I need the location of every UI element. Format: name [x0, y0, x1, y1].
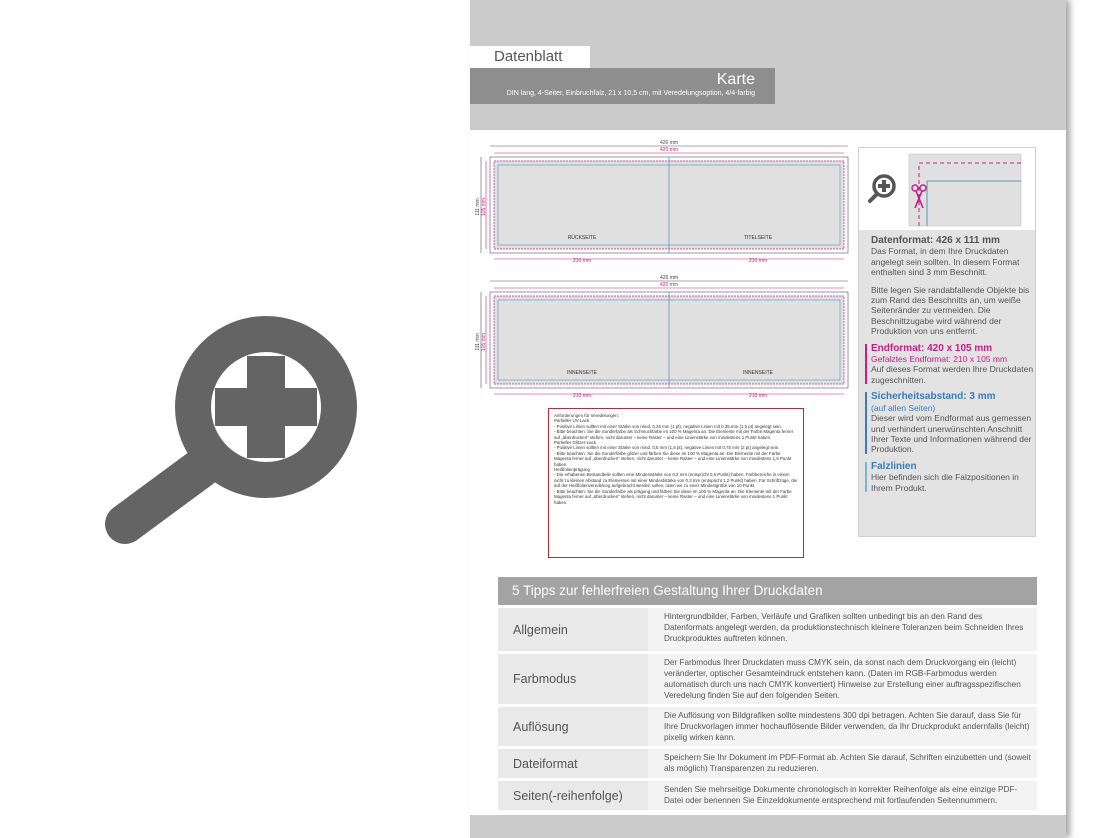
note-line: - Positive Linien sollten mit einer Stärke von mind. 0,5 mm (1,5 pt), negative Linien mit 0,75 mm (2 pt) angelegt sein.: [554, 445, 780, 451]
corner-detail-thumbnail: [859, 148, 1035, 230]
note-line: - Positive Linien sollten mit einer Stärke von mind. 0,25 mm (1 pt), negative Linien mit 0,35 mm (1,5 pt) angelegt sein.: [554, 423, 782, 429]
diagram-top: [475, 140, 848, 264]
dim-total-height: 111 mm: [475, 333, 481, 351]
safety-sub: (auf allen Seiten): [871, 402, 936, 413]
fold-marker: [865, 462, 867, 492]
fold-text: Hier befinden sich die Falzpositionen in Ihrem Produkt.: [871, 472, 1019, 493]
panel-label-title: TITELSEITE: [743, 235, 773, 241]
safety-title: Sicherheitsabstand: 3 mm: [871, 391, 996, 403]
product-subtitle: DIN lang, 4-Seiter, Einbruchfalz, 21 x 10,5 cm, mit Veredelungsoption, 4/4-farbig: [506, 90, 755, 97]
note-line: - Die erhabenen Bestandteile sollten eine Mindeststärke von 0,2 mm (entspricht 0,6 Punkt) haben. Farbbereiche in einem nicht zu kleinen Abstand zu Elementen mit einer Mindeststärke von 0,3 mm (entspricht 1,2 Punkt) haben. Für Schriftzüge, die auf der Heißfolienveredelung aufgebracht werden sollen, raten wir zu einer Mindestgröße von 10 Punkt.: [554, 472, 798, 489]
tips-header: 5 Tipps zur fehlerfreien Gestaltung Ihrer Druckdaten: [498, 577, 1037, 605]
dim-final-width: 420 mm: [659, 282, 679, 288]
tip-label: Seiten(-reihenfolge): [498, 781, 648, 810]
dim-final-width: 420 mm: [659, 147, 679, 153]
data-format-text: Das Format, in dem Ihre Druckdaten angelegt sein sollten. In diesem Format enthalten sind 3 mm Beschnitt.: [871, 246, 1020, 278]
safety-text: Dieser wird vom Endformat aus gemessen und verhindert unerwünschten Anschnitt Ihrer Texte und Informationen während der Produktion.: [871, 413, 1032, 455]
dim-left-width: 210 mm: [572, 393, 592, 399]
datasheet-page: [470, 0, 1066, 838]
safety-marker: [865, 392, 867, 454]
tip-row: [498, 749, 1037, 778]
dim-left-width: 210 mm: [572, 258, 592, 264]
panel-label-inside-left: INNENSEITE: [566, 370, 598, 376]
tip-text: Senden Sie mehrseitige Dokumente chronologisch in korrekter Reihenfolge als eine einzige PDF-Datei oder benennen Sie Einzeldokumente entsprechend mit fortlaufenden Seitennummern.: [664, 785, 1018, 805]
format-info-panel: [858, 147, 1036, 537]
note-line: - Bitte beachten: Sie die Sonderfarbe als prägung und färben Sie diese im 100 % Magenta an. Die Elemente mit der Farbe Magenta ferner auf „überdrucken“ stehen, nicht darunter – keine Raster – und eine Linienstärke von mindestens 1 Punkt haben.: [554, 488, 792, 505]
note-line: Anforderungen für Veredelungen:: [554, 413, 619, 418]
tip-text: Hintergrundbilder, Farben, Verläufe und Grafiken sollten unbedingt bis an den Rand des Datenformats angelegt werden, da produktionstechnisch kleinere Toleranzen beim Schneiden Ihres Druckproduktes auftreten können.: [664, 612, 1024, 643]
dim-total-height: 111 mm: [475, 198, 481, 216]
dim-total-width: 426 mm: [659, 275, 679, 281]
note-line: Partieller UV-Lack: [554, 418, 590, 424]
data-format-title: Datenformat: 426 x 111 mm: [871, 235, 1000, 246]
panel-label-back: RÜCKSEITE: [567, 235, 597, 241]
panel-label-inside-right: INNENSEITE: [742, 370, 774, 376]
tip-label: Dateiformat: [498, 749, 648, 778]
note-line: - Bitte beachten: Sie die Sonderfarbe als Schmuckfarbe im 100 % Magenta an. Die Elemente mit der Farbe Magenta ferner auf „überdrucken“ stehen, nicht darunter – keine Raster – und eine Linienstärke von mindestens 1 Punkt haben.: [554, 429, 794, 440]
tip-text: Die Auflösung von Bildgrafiken sollte mindestens 300 dpi betragen. Achten Sie darauf, dass Sie für Ihre Druckvorlagen immer hochauflösende Bilder verwenden, da Ihr Druckprodukt andernfalls (leicht) pixelig wirken kann.: [664, 711, 1030, 742]
trim-marker: [865, 344, 867, 384]
tip-row: [498, 608, 1037, 651]
tip-text: Speichern Sie Ihr Dokument im PDF-Format ab. Achten Sie darauf, Schriften einzubetten und (soweit als möglich) Transparenzen zu reduzieren.: [664, 753, 1031, 773]
dim-right-width: 210 mm: [748, 258, 768, 264]
page-footer-band: [470, 815, 1066, 838]
tip-label: Farbmodus: [498, 654, 648, 704]
dim-final-height: 105 mm: [481, 332, 487, 352]
tip-row: [498, 707, 1037, 746]
tip-label: Allgemein: [498, 608, 648, 651]
note-line: Partieller Glitzer-Lack: [554, 440, 596, 446]
dim-right-width: 210 mm: [748, 393, 768, 399]
folded-format: Gefalztes Endformat: 210 x 105 mm: [871, 354, 1008, 365]
fold-title: Falzlinien: [871, 460, 917, 472]
format-diagrams: [470, 135, 850, 405]
note-line: Heißfolienprägung: [554, 467, 590, 473]
product-title: Karte: [716, 71, 755, 88]
diagram-bottom: [475, 275, 848, 399]
zoom-in-magnifier-icon[interactable]: [103, 312, 357, 546]
zoom-in-magnifier-icon[interactable]: [870, 176, 894, 201]
final-format-text: Auf dieses Format werden Ihre Druckdaten zugeschnitten.: [871, 364, 1034, 385]
bleed-text: Bitte legen Sie randabfallende Objekte bis zum Rand des Beschnitts an, um weiße Seitenränder zu vermeiden. Die Beschnittzugabe wird während der Produktion von uns entfernt.: [871, 284, 1030, 337]
tip-label: Auflösung: [498, 707, 648, 746]
tip-row: [498, 781, 1037, 810]
tip-row: [498, 654, 1037, 704]
dim-final-height: 105 mm: [481, 197, 487, 217]
dim-total-width: 426 mm: [659, 140, 679, 146]
final-format-title: Endformat: 420 x 105 mm: [871, 342, 993, 354]
tip-text: Der Farbmodus Ihrer Druckdaten muss CMYK sein, da sonst nach dem Druckvorgang ein (leicht) veränderter, optischer Gesamteindruck entstehen kann. (Daten im RGB-Farbmodus werden automatisch durch uns nach CMYK konvertiert) Hinweise zur Erstellung einer auftragsspezifischen Veredelung finden Sie auf den folgenden Seiten.: [664, 658, 1021, 700]
finishing-notes-box: [548, 408, 804, 558]
title-bar: [470, 68, 775, 104]
datasheet-tab: Datenblatt: [470, 46, 590, 68]
note-line: - Bitte beachten: Sie die Sonderfarbe glitzer und färben Sie diese im 100 % Magenta an. Die Elemente mit der Farbe Magenta ferner auf „überdrucken“ stehen, nicht darunter – keine Raster – und eine Linienstärke von mindestens 1,5 Punkt haben.: [554, 450, 792, 467]
